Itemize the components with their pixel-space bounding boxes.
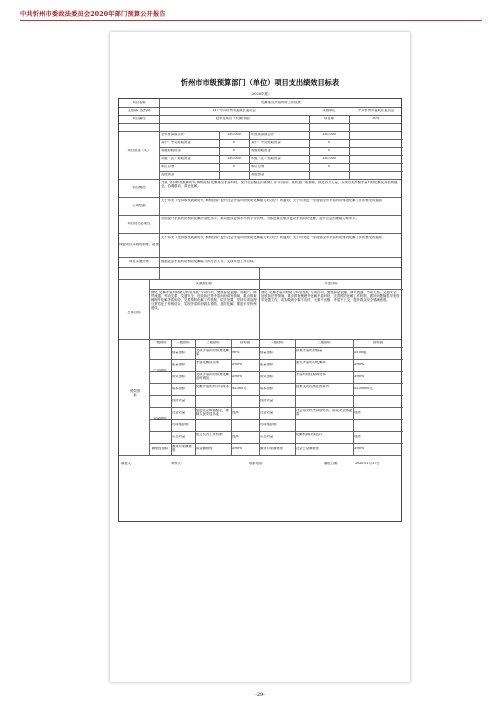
long-term-goal-label: 实施期目标 [195,282,213,285]
fund-cell: 0 [327,141,331,144]
long-term-goal-text: 深化“化解矛盾纠纷助力转型发展”专项行动，聚焦群众金融、房地产、商贸流通、劳动关系、交通安全、征收拆迁等矛盾纠纷高发领域，重点排查梳理并化解矛盾纠纷，完善预防化解工作机制，依法处置，坚持专项治理与常态化工作相结合，实现矛盾纠纷源头预防、及时化解，推进平安忻州建设。 [151,291,257,310]
annual-goal-label: 年度目标 [324,282,338,285]
ind-header: 三级指标 [206,341,220,344]
indicator-cell: 重大矛盾纠纷化解率 [296,361,326,364]
indicator-cell: 化解机制持续运行 [296,433,323,436]
indicator-cell: 促进社会和谐稳定，保障人民安居乐业 [196,409,229,416]
indicator-cell: 90% [232,351,240,354]
safeguard-label: 保证项目实施的制度、措施 [119,243,159,246]
output-label: 产出指标 [153,369,167,372]
fund-cell: 全年预算数合计： [161,133,188,136]
indicator-cell: 化解矛盾纠纷平均成本 [196,385,229,388]
satisfaction-label: 满意度指标 [151,447,169,450]
indicator-cell: ≥90% [354,375,365,378]
indicator-cell: 提高 [232,435,239,438]
fund-cell: 其他资金 [251,173,265,176]
fund-cell: 0 [327,165,331,168]
period-value: 30年 [372,117,380,120]
year-label: （2020年度） [248,92,272,96]
fund-cell: 0 [232,141,236,144]
indicator-cell: ≤1500元 [232,387,247,390]
fund-cell: 年度预算数合计： [251,133,278,136]
header-rule [20,20,482,21]
overall-goal-label: 总体目标 [127,311,141,314]
indicator-cell: ≥90% [354,363,365,366]
dept-value: 117-中共忻州市委政法委员会 [212,109,256,112]
indicator-cell: ≤150000元 [354,387,373,390]
indicator-cell: 可持续影响 [260,423,277,426]
indicator-cell: 完成矛盾纠纷排查化解及时调处 [196,373,229,380]
fund-cell: 单位自筹 [251,165,265,168]
document-page [110,32,410,698]
indicator-cell: 生态效益 [172,435,186,438]
period-label: 项目期 [324,117,334,120]
plan-text: 根据社会矛盾纠纷预防化解能力的办法工作，完成年度工作目标。 [161,260,257,263]
necessity-label: 项目设立必要性 [127,222,151,225]
fund-cell: 0 [327,149,331,152]
overview-label: 项目概况 [132,186,146,189]
fund-cell: 其他资金 [161,173,175,176]
indicator-cell: 成本指标 [172,387,186,390]
indicator-cell: 成本指标 [260,387,274,390]
filler-label: 填表人： [121,462,135,465]
ind-header: 三级指标 [317,341,331,344]
annual-goal-text: 深化“化解矛盾纠纷助力转型发展”专项行动，聚焦群众金融、商贸流通、劳动关系、交通安全、征收拆迁等领域，重点排查梳理并化解矛盾纠纷，完善预防化解工作机制，做好问题隐患早发现早处置工作，切实做到小事不出村、大事不出镇、矛盾不上交，提升群众安全感满意度。 [261,291,400,302]
plan-label: 项目实施计划 [129,260,149,263]
indicator-cell: 社会治安秩序持续好转，群众安全感提高 [296,409,353,416]
report-header: 中共忻州市委政法委员会2020年部门预算公开报告 [20,11,166,18]
ind-header: 一级指标 [153,341,167,344]
indicator-cell: 群众满意度 [196,447,213,450]
indicator-cell: 可持续影响 [172,423,189,426]
fund-cell: 市级（区）财政资金 [251,157,281,160]
indicator-cell: 数量指标 [172,351,186,354]
fund-cell: 0 [232,165,236,168]
project-name-label: 项目名称 [132,101,146,104]
indicator-cell: 建立长效工作机制 [196,433,223,436]
safeguard-text: 关于印发《坚持和发展新时代“枫桥经验”提升社会矛盾纠纷预防化解能力的办法》的通知；关于印发进一步加强全市矛盾纠纷排查化解工作的意见的通知 [161,236,382,239]
indicator-cell: 经费支出控制在预算内 [296,385,329,388]
page-number: -29- [255,692,265,698]
fund-cell: 市级（区）财政资金 [161,157,191,160]
fund-cell: 其中：中央财政资金 [251,141,281,144]
basis-label: 立项依据 [132,204,146,207]
indicator-cell: ≥100起 [354,351,367,354]
perf-label: 绩效指标 [130,389,140,398]
fund-cell: 其中：中央财政资金 [161,141,191,144]
indicator-cell: ≥90% [232,363,243,366]
indicator-cell: 社会公众满意度 [296,447,320,450]
dept-label: 主管部门及代码 [127,109,151,112]
attr-value: 经常性项目（长期伴随） [215,117,253,120]
indicator-cell: 数量指标 [260,351,274,354]
ind-header: 二级指标 [176,341,190,344]
fund-label: 项目资金（元） [127,149,151,152]
impl-value: 中共忻州市委政法委员会 [357,109,395,112]
ind-header: 指标值 [373,341,383,344]
project-name: 化解重点矛盾纠纷工作经费 [261,101,301,104]
indicator-cell: ≥90% [354,447,365,450]
fund-cell: 150,000 [227,157,241,160]
benefit-label: 效益指标 [153,417,167,420]
indicator-cell: 服务对象满意度 [260,447,284,450]
fund-cell: 150,000 [322,157,336,160]
indicator-cell: ≥90% [232,375,243,378]
overview-text: 开展“坚持和发展新时代‘枫桥经验’化解重点矛盾纠纷，提升社会稳定的基础工作”的活动，抓机遇一抓基础，推进各方力量，实现各类涉稳矛盾纠纷化解及其机制健全，协调联动，真正化解。 [161,181,398,188]
impl-label: 实施单位 [322,109,336,112]
indicator-cell: 排查矛盾纠纷数量 [296,349,323,352]
fund-cell: 单位自筹 [161,165,175,168]
basis-text: 关于印发《坚持和发展新时代“枫桥经验”提升社会矛盾纠纷预防化解能力的办法》的通知；关于印发进一步加强全市矛盾纠纷排查化解工作的意见的通知 [161,199,382,202]
page-title: 忻州市市级预算部门（单位）项目支出绩效目标表 [180,78,340,87]
indicator-cell: 提高 [232,411,239,414]
indicator-cell: 矛盾化解成功率 [196,361,220,364]
indicator-cell: 服务对象满意度 [172,445,192,452]
indicator-cell: ≥90% [232,447,243,450]
indicator-cell: 社会效益 [172,411,186,414]
indicator-cell: 提高 [354,411,361,414]
date-label: 填报日期： [324,462,341,465]
ind-header: 二级指标 [270,341,284,344]
fund-cell: 150,000 [322,133,336,136]
indicator-cell: 社会效益 [260,411,274,414]
indicator-cell: 质量指标 [172,363,186,366]
performance-table [118,98,402,522]
fund-cell: 150,000 [227,133,241,136]
indicator-cell: 经济效益 [260,399,274,402]
indicator-cell: 完成矛盾纠纷排查化解率 [196,349,229,356]
contact-label: 联系电话： [249,462,266,465]
necessity-text: 全面提升矛盾纠纷预防化解法治化水平，推动建设更高水平的平安忻州。为推进重点难点复杂矛盾纠纷化解，提升社会治理能力和水平。 [161,217,359,220]
fund-cell: 省级财政资金 [251,149,271,152]
fund-cell: 省级财政资金 [161,149,181,152]
indicator-cell: 经济效益 [172,399,186,402]
attr-label: 项目属性 [132,117,146,120]
indicator-cell: 矛盾纠纷按期调处率 [296,373,326,376]
indicator-cell: 时效指标 [172,375,186,378]
indicator-cell: 提高 [354,435,361,438]
date-value: 2020年1月17日 [355,462,380,465]
ind-header: 指标值 [240,341,250,344]
indicator-cell: 质量指标 [260,363,274,366]
fund-cell: 0 [232,149,236,152]
indicator-cell: 时效指标 [260,375,274,378]
indicator-cell: 生态效益 [260,435,274,438]
reviewer-label: 审核人： [171,462,185,465]
